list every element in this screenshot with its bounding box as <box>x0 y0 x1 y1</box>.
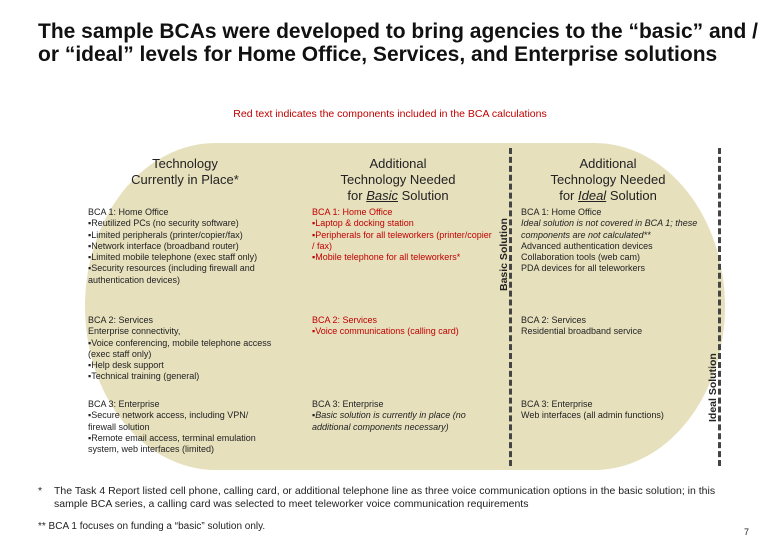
heading-line: Additional <box>369 156 427 171</box>
heading-pre: for <box>347 188 367 203</box>
footnote-2: ** BCA 1 focuses on funding a “basic” solution only. <box>38 521 266 532</box>
cell-title: BCA 3: Enterprise <box>521 399 593 409</box>
list-item: ▪Mobile telephone for all teleworkers* <box>312 252 461 263</box>
list-item: ▪Voice communications (calling card) <box>312 326 459 337</box>
ideal-bca2 <box>521 315 703 338</box>
cell-note: Ideal solution is not covered in BCA 1; these components are not calculated** <box>521 218 698 240</box>
list-item: ▪Network interface (broadband router) <box>88 240 239 251</box>
cell-title: BCA 3: Enterprise <box>88 399 160 409</box>
list-item: Advanced authentication devices <box>521 240 653 251</box>
heading-pre: for <box>559 188 578 203</box>
ideal-column-heading <box>528 156 688 204</box>
ideal-bca3 <box>521 399 703 422</box>
list-item: PDA devices for all teleworkers <box>521 263 646 274</box>
list-item: ▪Technical training (general) <box>88 371 200 382</box>
list-item: ▪Limited peripherals (printer/copier/fax) <box>88 229 243 240</box>
heading-line <box>528 188 688 204</box>
cell-title: BCA 2: Services <box>521 315 587 325</box>
page-number: 7 <box>744 527 750 537</box>
cell-title: BCA 3: Enterprise <box>312 399 384 409</box>
basic-solution-label: Basic Solution <box>498 218 510 291</box>
heading-emphasis: Ideal <box>578 188 607 203</box>
current-bca2 <box>88 315 278 383</box>
current-column-heading <box>110 156 260 188</box>
list-item: ▪Reutilized PCs (no security software) <box>88 218 239 229</box>
current-bca1 <box>88 207 278 286</box>
basic-bca3 <box>312 399 494 433</box>
ideal-solution-label: Ideal Solution <box>707 353 719 422</box>
heading-line <box>318 188 478 204</box>
list-item: ▪Basic solution is currently in place (no additional components necessary) <box>312 410 466 432</box>
list-item: ▪Peripherals for all teleworkers (printer/copier / fax) <box>312 229 492 251</box>
basic-column-heading <box>318 156 478 204</box>
cell-title: BCA 1: Home Office <box>312 207 393 217</box>
cell-title: BCA 1: Home Office <box>88 207 169 217</box>
heading-post: Solution <box>398 188 449 203</box>
list-item: ▪Security resources (including firewall and authentication devices) <box>88 263 255 285</box>
list-item: ▪Laptop & docking station <box>312 218 414 229</box>
heading-line: Technology Needed <box>340 172 456 187</box>
ideal-bca1 <box>521 207 703 275</box>
heading-emphasis: Basic <box>366 188 398 203</box>
current-bca3 <box>88 399 278 455</box>
list-item: ▪Limited mobile telephone (exec staff only) <box>88 252 258 263</box>
list-item: Collaboration tools (web cam) <box>521 252 641 263</box>
list-item: ▪Help desk support <box>88 360 164 371</box>
footnote-1 <box>38 485 738 511</box>
heading-line: Technology Needed <box>550 172 666 187</box>
basic-bca1 <box>312 207 494 263</box>
footnote-marker: * <box>38 485 43 497</box>
list-item: ▪Voice conferencing, mobile telephone access (exec staff only) <box>88 337 272 359</box>
basic-divider <box>509 148 512 466</box>
list-item: Enterprise connectivity, <box>88 326 181 337</box>
list-item: Residential broadband service <box>521 326 643 337</box>
subtitle: Red text indicates the components included in the BCA calculations <box>233 108 547 120</box>
cell-title: BCA 2: Services <box>312 315 378 325</box>
footnote-text: The Task 4 Report listed cell phone, calling card, or additional telephone line as three voice communication options in the basic solution; in this sample BCA series, a calling card was selected to meet teleworker voice communication requirements <box>54 485 716 510</box>
basic-bca2 <box>312 315 494 338</box>
page-title: The sample BCAs were developed to bring agencies to the “basic” and / or “ideal” levels for Home Office, Services, and Enterprise solutions <box>38 20 759 66</box>
cell-title: BCA 2: Services <box>88 315 154 325</box>
heading-line: Currently in Place* <box>131 172 239 187</box>
list-item: ▪Remote email access, terminal emulation system, web interfaces (limited) <box>88 432 256 455</box>
list-item: ▪Secure network access, including VPN/ firewall solution <box>88 410 249 432</box>
heading-line: Additional <box>579 156 637 171</box>
heading-line: Technology <box>152 156 218 171</box>
list-item: Web interfaces (all admin functions) <box>521 410 664 421</box>
cell-title: BCA 1: Home Office <box>521 207 602 217</box>
heading-post: Solution <box>606 188 657 203</box>
